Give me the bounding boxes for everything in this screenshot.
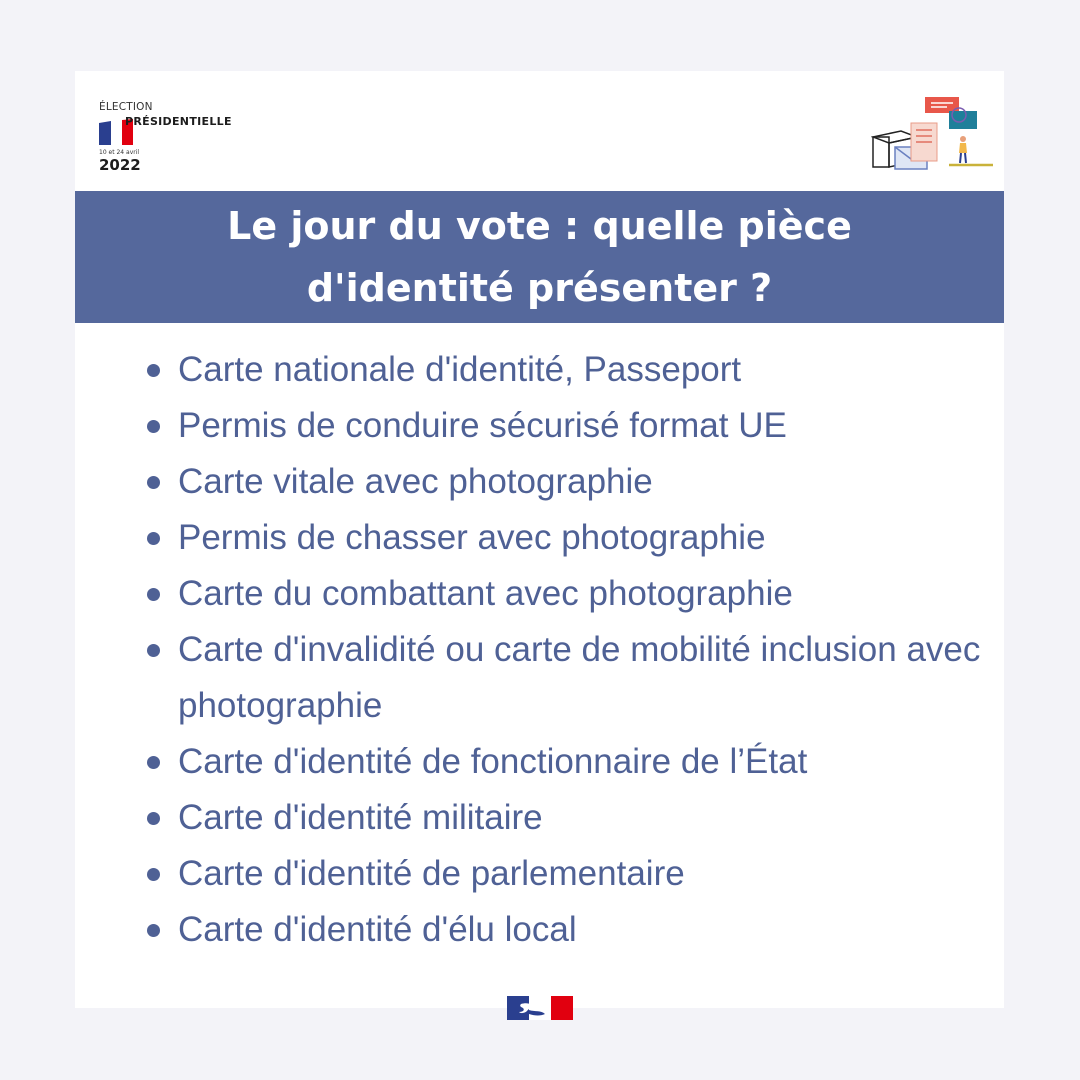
list-item xyxy=(178,342,988,398)
list-item-text: Carte vitale avec photographie xyxy=(178,462,653,501)
bullet-icon xyxy=(147,756,160,769)
title-banner xyxy=(75,191,1004,323)
bullet-icon xyxy=(147,812,160,825)
list-item-text: Carte d'identité de parlementaire xyxy=(178,854,685,893)
list-item xyxy=(178,790,988,846)
list-item-text: Carte d'identité de fonctionnaire de l’État xyxy=(178,742,808,781)
list-item-text: Carte d'invalidité ou carte de mobilité inclusion avec photographie xyxy=(178,630,981,725)
election-logo xyxy=(99,101,259,176)
bullet-icon xyxy=(147,532,160,545)
logo-election-label: ÉLECTION xyxy=(99,101,153,113)
page-title: Le jour du vote : quelle pièce d'identité présenter ? xyxy=(227,204,852,310)
logo-presidentielle-label: PRÉSIDENTIELLE xyxy=(125,115,232,128)
id-documents-list xyxy=(178,342,988,958)
list-item-text: Carte du combattant avec photographie xyxy=(178,574,793,613)
bullet-icon xyxy=(147,644,160,657)
voting-illustration-icon xyxy=(871,95,997,171)
logo-year: 2022 xyxy=(99,156,141,174)
bullet-icon xyxy=(147,588,160,601)
list-item-text: Carte nationale d'identité, Passeport xyxy=(178,350,742,389)
list-item xyxy=(178,902,988,958)
bullet-icon xyxy=(147,364,160,377)
list-item xyxy=(178,734,988,790)
bullet-icon xyxy=(147,924,160,937)
content-card xyxy=(75,71,1004,1008)
list-item xyxy=(178,454,988,510)
bullet-icon xyxy=(147,420,160,433)
list-item xyxy=(178,510,988,566)
list-item xyxy=(178,398,988,454)
list-item-text: Carte d'identité militaire xyxy=(178,798,543,837)
marianne-logo-icon xyxy=(507,996,573,1020)
list-item-text: Permis de chasser avec photographie xyxy=(178,518,766,557)
bullet-icon xyxy=(147,868,160,881)
bullet-icon xyxy=(147,476,160,489)
list-item xyxy=(178,846,988,902)
list-item-text: Permis de conduire sécurisé format UE xyxy=(178,406,787,445)
list-item-text: Carte d'identité d'élu local xyxy=(178,910,577,949)
list-item xyxy=(178,622,988,734)
logo-dates: 10 et 24 avril xyxy=(99,149,140,156)
list-item xyxy=(178,566,988,622)
